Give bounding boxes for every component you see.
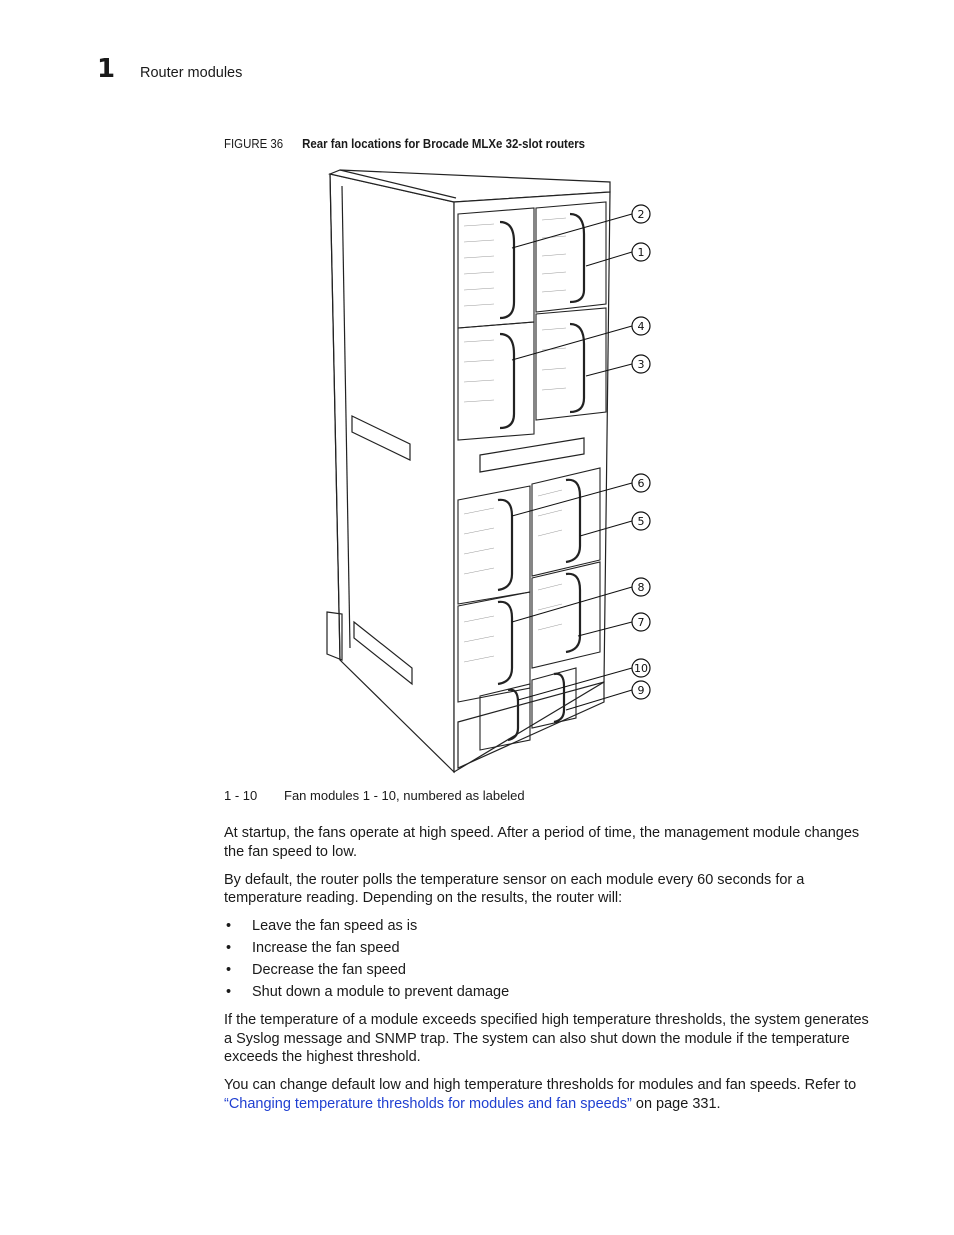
bullet-glyph: • bbox=[226, 962, 232, 978]
callout-label: 4 bbox=[637, 320, 645, 333]
router-fan-figure bbox=[322, 162, 662, 778]
figure-label: FIGURE 36 bbox=[224, 136, 284, 151]
callout-label: 6 bbox=[637, 477, 645, 490]
paragraph-polling: By default, the router polls the temperature sensor on each module every 60 seconds for a temperature reading. Depending on the results, the router will: bbox=[224, 871, 805, 906]
chapter-number: 1 bbox=[97, 54, 116, 84]
callout-label: 10 bbox=[634, 662, 648, 675]
body-text bbox=[224, 824, 874, 1123]
figure-legend bbox=[224, 788, 525, 803]
router-chassis-illustration bbox=[322, 162, 662, 778]
chapter-title: Router modules bbox=[140, 65, 243, 81]
paragraph-refer: You can change default low and high temperature thresholds for modules and fan speeds. Refer to “Changing temperature thresholds for modules and fan speeds” on page 331. bbox=[224, 1077, 857, 1112]
list-item: • Leave the fan speed as is bbox=[226, 918, 418, 934]
bullet-glyph: • bbox=[226, 984, 232, 1000]
list-item: • Shut down a module to prevent damage bbox=[226, 984, 510, 1000]
callout-label: 5 bbox=[637, 515, 645, 528]
bullet-list bbox=[224, 917, 874, 1002]
paragraph-thresholds: If the temperature of a module exceeds specified high temperature thresholds, the system generates a Syslog message and SNMP trap. The system can also shut down the module if the temperature exceeds the highest threshold. bbox=[224, 1012, 869, 1065]
paragraph-startup: At startup, the fans operate at high speed. After a period of time, the management module changes the fan speed to low. bbox=[224, 825, 860, 860]
callout-label: 3 bbox=[637, 358, 645, 371]
legend-key: 1 - 10 bbox=[224, 788, 258, 803]
list-item: • Decrease the fan speed bbox=[226, 962, 406, 978]
callout-group bbox=[632, 205, 650, 699]
figure-title: Rear fan locations for Brocade MLXe 32-slot routers bbox=[302, 136, 586, 151]
cross-reference-link[interactable]: “Changing temperature thresholds for modules and fan speeds” bbox=[224, 1095, 632, 1112]
list-item: • Increase the fan speed bbox=[226, 940, 400, 956]
callout-label: 7 bbox=[637, 616, 645, 629]
callout-label: 8 bbox=[637, 581, 645, 594]
callout-label: 2 bbox=[637, 208, 645, 221]
bullet-glyph: • bbox=[226, 918, 232, 934]
callout-label: 9 bbox=[637, 684, 645, 697]
figure-caption bbox=[224, 136, 585, 151]
legend-description: Fan modules 1 - 10, numbered as labeled bbox=[284, 788, 525, 803]
bullet-glyph: • bbox=[226, 940, 232, 956]
callout-label: 1 bbox=[637, 246, 645, 259]
